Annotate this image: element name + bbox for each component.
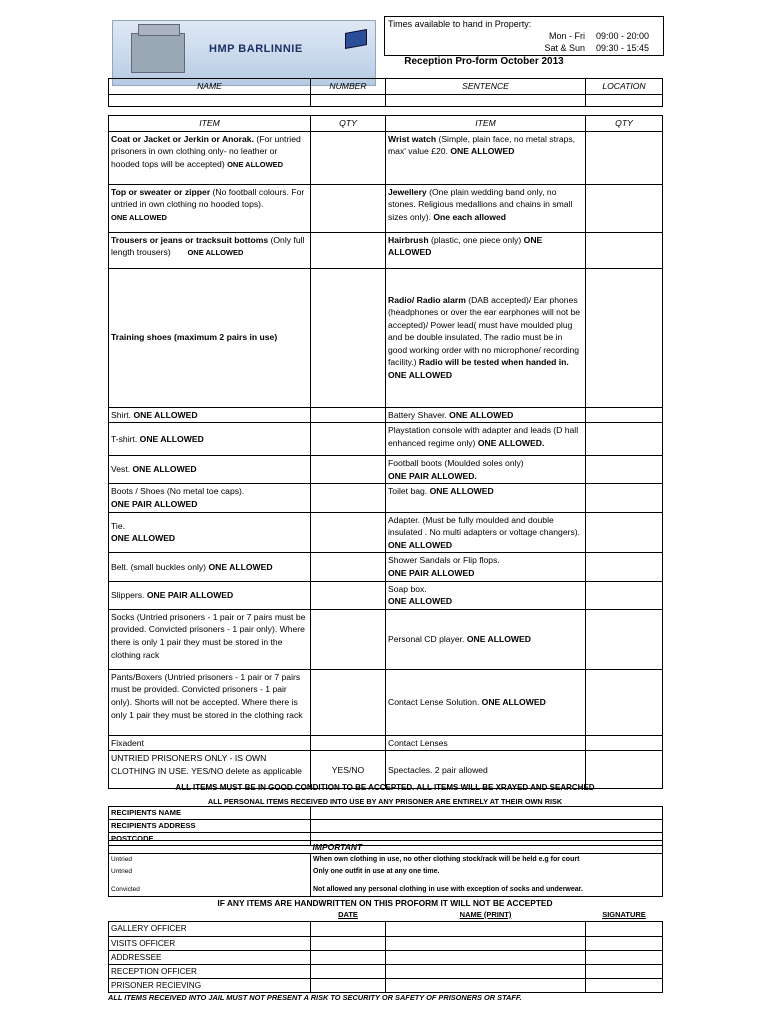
signature-spacer xyxy=(109,909,311,922)
weekend-hours: 09:30 - 15:45 xyxy=(595,43,649,53)
table-row xyxy=(109,512,663,553)
table-row xyxy=(109,456,663,484)
item-right-cell: Playstation console with adapter and leads (D hall enhanced regime only) ONE ALLOWED. xyxy=(386,423,586,456)
qty-left-field[interactable] xyxy=(311,553,386,581)
location-field[interactable] xyxy=(586,94,663,106)
name-print-field[interactable] xyxy=(386,979,586,993)
item-left-cell: Belt. (small buckles only) ONE ALLOWED xyxy=(109,553,311,581)
officer-label: RECEPTION OFFICER xyxy=(109,965,311,979)
item-left-cell: Shirt. ONE ALLOWED xyxy=(109,407,311,423)
qty-right-field[interactable] xyxy=(586,581,663,609)
sentence-field[interactable] xyxy=(386,94,586,106)
item-right-cell: Battery Shaver. ONE ALLOWED xyxy=(386,407,586,423)
table-row xyxy=(109,131,663,184)
flag-icon xyxy=(345,29,367,49)
table-row xyxy=(109,232,663,268)
item-header-right: ITEM xyxy=(386,116,586,132)
item-right-cell: Shower Sandals or Flip flops. ONE PAIR ALLOWED xyxy=(386,553,586,581)
officer-label: ADDRESSEE xyxy=(109,951,311,965)
item-right-cell: Contact Lense Solution. ONE ALLOWED xyxy=(386,669,586,735)
date-field[interactable] xyxy=(311,979,386,993)
recipient-address-field[interactable] xyxy=(311,820,663,833)
date-field[interactable] xyxy=(311,937,386,951)
table-row xyxy=(109,922,663,937)
qty-right-field[interactable] xyxy=(586,553,663,581)
qty-right-field[interactable] xyxy=(586,232,663,268)
recipient-name-label: RECIPIENTS NAME xyxy=(109,807,311,820)
table-row xyxy=(109,979,663,993)
qty-right-field[interactable] xyxy=(586,423,663,456)
qty-left-field[interactable] xyxy=(311,131,386,184)
item-right-cell: Soap box. ONE ALLOWED xyxy=(386,581,586,609)
prison-logo xyxy=(112,20,376,86)
item-right-cell: Contact Lenses xyxy=(386,735,586,751)
signature-header: SIGNATURE xyxy=(602,910,646,919)
table-row xyxy=(109,407,663,423)
item-right-cell: Adapter. (Must be fully moulded and double insulated . No multi adapters or voltage changers). ONE ALLOWED xyxy=(386,512,586,553)
important-text: Only one outfit in use at any one time. xyxy=(311,866,663,884)
important-table xyxy=(108,840,663,897)
weekday-label: Mon - Fri xyxy=(549,31,585,41)
name-print-field[interactable] xyxy=(386,951,586,965)
qty-right-field[interactable] xyxy=(586,669,663,735)
hand-in-times-box xyxy=(384,16,664,56)
qty-left-field[interactable] xyxy=(311,484,386,512)
qty-left-field[interactable] xyxy=(311,423,386,456)
qty-left-field[interactable] xyxy=(311,456,386,484)
sentence-header: SENTENCE xyxy=(386,79,586,95)
qty-left-field[interactable] xyxy=(311,669,386,735)
logo-text: HMP BARLINNIE xyxy=(209,43,303,55)
table-row xyxy=(109,735,663,751)
qty-right-field[interactable] xyxy=(586,512,663,553)
date-field[interactable] xyxy=(311,922,386,937)
qty-right-field[interactable] xyxy=(586,484,663,512)
signature-field[interactable] xyxy=(586,979,663,993)
item-left-cell: Slippers. ONE PAIR ALLOWED xyxy=(109,581,311,609)
qty-right-field[interactable] xyxy=(586,407,663,423)
officer-label: VISITS OFFICER xyxy=(109,937,311,951)
officer-label: PRISONER RECIEVING xyxy=(109,979,311,993)
number-field[interactable] xyxy=(311,94,386,106)
qty-right-field[interactable] xyxy=(586,735,663,751)
prisoner-details-table xyxy=(108,78,663,107)
name-field[interactable] xyxy=(109,94,311,106)
table-row xyxy=(109,965,663,979)
name-print-field[interactable] xyxy=(386,922,586,937)
item-left-cell: Training shoes (maximum 2 pairs in use) xyxy=(109,268,311,407)
recipient-name-field[interactable] xyxy=(311,807,663,820)
signature-field[interactable] xyxy=(586,922,663,937)
item-left-cell: Pants/Boxers (Untried prisoners - 1 pair or 7 pairs must be provided. Convicted prisoners - 1 pair only). Shorts will not be accepted. Where there is only 1 pair they must be stored in the clothing rack xyxy=(109,669,311,735)
postcode-label: POSTCODE xyxy=(109,833,311,846)
date-field[interactable] xyxy=(311,965,386,979)
important-title: IMPORTANT xyxy=(311,841,663,854)
hand-in-times-title: Times available to hand in Property: xyxy=(388,19,532,29)
table-row xyxy=(109,423,663,456)
footer-warning: ALL ITEMS RECEIVED INTO JAIL MUST NOT PRESENT A RISK TO SECURITY OR SAFETY OF PRISONERS OR STAFF. xyxy=(108,993,522,1002)
table-row xyxy=(109,669,663,735)
table-row xyxy=(109,553,663,581)
qty-header-right: QTY xyxy=(586,116,663,132)
form-title: Reception Pro-form October 2013 xyxy=(404,56,564,67)
item-left-cell: Tie. ONE ALLOWED xyxy=(109,512,311,553)
weekend-label: Sat & Sun xyxy=(544,43,585,53)
qty-right-field[interactable] xyxy=(586,184,663,232)
table-row xyxy=(109,484,663,512)
qty-left-field[interactable] xyxy=(311,268,386,407)
item-right-cell: Personal CD player. ONE ALLOWED xyxy=(386,609,586,669)
officer-label: GALLERY OFFICER xyxy=(109,922,311,937)
qty-left-field[interactable] xyxy=(311,407,386,423)
own-clothing-yes-no-field[interactable]: YES/NO xyxy=(311,751,386,789)
item-right-cell: Wrist watch (Simple, plain face, no metal straps, max' value £20. ONE ALLOWED xyxy=(386,131,586,184)
risk-notice: ALL PERSONAL ITEMS RECEIVED INTO USE BY ANY PRISONER ARE ENTIRELY AT THEIR OWN RISK xyxy=(207,797,563,806)
table-row xyxy=(109,609,663,669)
important-text: Not allowed any personal clothing in use with exception of socks and underwear. xyxy=(311,884,663,897)
qty-right-field[interactable] xyxy=(586,456,663,484)
item-left-cell: Top or sweater or zipper (No football colours. For untried in own clothing no hooded tops). ONE ALLOWED xyxy=(109,184,311,232)
item-right-cell: Hairbrush (plastic, one piece only) ONE ALLOWED xyxy=(386,232,586,268)
item-left-cell: T-shirt. ONE ALLOWED xyxy=(109,423,311,456)
qty-right-field[interactable] xyxy=(586,131,663,184)
items-table xyxy=(108,115,663,789)
untried-label: Untried xyxy=(109,866,311,884)
item-left-cell: Fixadent xyxy=(109,735,311,751)
table-row xyxy=(109,937,663,951)
recipient-address-label: RECIPIENTS ADDRESS xyxy=(109,820,311,833)
item-left-cell: Coat or Jacket or Jerkin or Anorak. (For untried prisoners in own clothing only- no leather or hooded tops will be accepted) ONE ALLOWED xyxy=(109,131,311,184)
weekday-hours: 09:00 - 20:00 xyxy=(595,31,649,41)
table-row xyxy=(109,581,663,609)
convicted-label: Convicted xyxy=(109,884,311,897)
signature-field[interactable] xyxy=(586,965,663,979)
item-left-cell: Boots / Shoes (No metal toe caps). ONE PAIR ALLOWED xyxy=(109,484,311,512)
qty-right-field[interactable] xyxy=(586,268,663,407)
location-header: LOCATION xyxy=(586,79,663,95)
name-print-field[interactable] xyxy=(386,965,586,979)
important-spacer xyxy=(109,841,311,854)
qty-left-field[interactable] xyxy=(311,232,386,268)
building-icon xyxy=(131,33,185,73)
name-print-header: NAME (PRINT) xyxy=(459,910,512,919)
item-left-cell: Socks (Untried prisoners - 1 pair or 7 pairs must be provided. Convicted prisoners - 1 pair only). Where there is only 1 pair they must be stored in the clothing rack xyxy=(109,609,311,669)
signature-field[interactable] xyxy=(586,937,663,951)
qty-left-field[interactable] xyxy=(311,581,386,609)
qty-right-field[interactable] xyxy=(586,609,663,669)
signature-field[interactable] xyxy=(586,951,663,965)
number-header: NUMBER xyxy=(311,79,386,95)
handwritten-warning: IF ANY ITEMS ARE HANDWRITTEN ON THIS PROFORM IT WILL NOT BE ACCEPTED xyxy=(217,898,553,908)
item-right-cell: Jewellery (One plain wedding band only, no stones. Religious medallions and chains in small sizes only). One each allowed xyxy=(386,184,586,232)
table-row xyxy=(109,951,663,965)
item-right-cell: Spectacles. 2 pair allowed xyxy=(386,751,586,789)
xray-notice: ALL ITEMS MUST BE IN GOOD CONDITION TO BE ACCEPTED. ALL ITEMS WILL BE XRAYED AND SEARCHED xyxy=(175,783,595,792)
signature-table xyxy=(108,909,663,993)
date-field[interactable] xyxy=(311,951,386,965)
qty-left-field[interactable] xyxy=(311,735,386,751)
untried-label: Untried xyxy=(109,854,311,867)
item-right-cell: Football boots (Moulded soles only) ONE PAIR ALLOWED. xyxy=(386,456,586,484)
important-text: When own clothing in use, no other clothing stock/rack will be held e.g for court xyxy=(311,854,663,867)
item-left-cell: Vest. ONE ALLOWED xyxy=(109,456,311,484)
item-right-cell: Toilet bag. ONE ALLOWED xyxy=(386,484,586,512)
name-print-field[interactable] xyxy=(386,937,586,951)
item-header-left: ITEM xyxy=(109,116,311,132)
item-left-cell: UNTRIED PRISONERS ONLY - IS OWN CLOTHING IN USE. YES/NO delete as applicable xyxy=(109,751,311,789)
table-row xyxy=(109,268,663,407)
item-left-cell: Trousers or jeans or tracksuit bottoms (Only full length trousers) ONE ALLOWED xyxy=(109,232,311,268)
qty-left-field[interactable] xyxy=(311,184,386,232)
item-right-cell: Radio/ Radio alarm (DAB accepted)/ Ear phones (headphones or over the ear earphones will not be accepted)/ Power lead( must have moulded plug and be double insulated. The radio must be in good working order with no microphone/ recording facility.) Radio will be tested when handed in. ONE ALLOWED xyxy=(386,268,586,407)
name-header: NAME xyxy=(109,79,311,95)
table-row xyxy=(109,184,663,232)
qty-left-field[interactable] xyxy=(311,609,386,669)
date-header: DATE xyxy=(338,910,358,919)
qty-left-field[interactable] xyxy=(311,512,386,553)
qty-header-left: QTY xyxy=(311,116,386,132)
